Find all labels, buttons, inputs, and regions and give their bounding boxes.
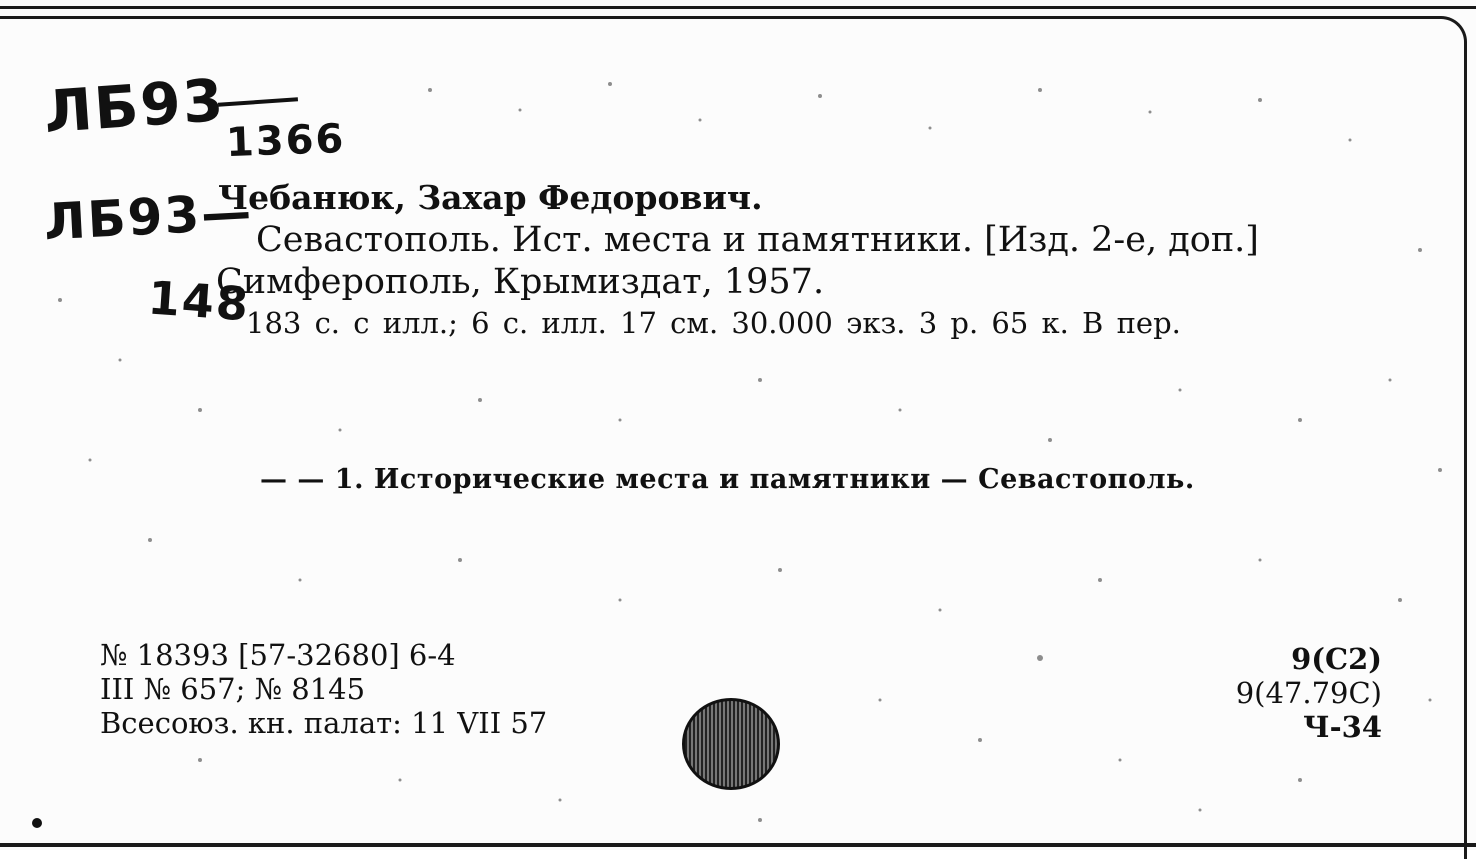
handwritten-shelf-mark-2-number: 148 bbox=[146, 270, 252, 332]
card-punch-hole bbox=[682, 698, 780, 790]
imprint: Симферополь, Крымиздат, 1957. bbox=[216, 262, 825, 302]
author-heading: Чебанюк, Захар Федорович. bbox=[218, 178, 763, 217]
registration-line-3: Всесоюз. кн. палат: 11 VII 57 bbox=[100, 706, 548, 740]
top-rule bbox=[0, 6, 1476, 9]
handwritten-shelf-mark-2: ЛБ93— bbox=[42, 182, 255, 252]
title-statement: Севастополь. Ист. места и памятники. [Изд. 2-е, доп.] bbox=[256, 220, 1259, 260]
classification-code-2: 9(47.79С) bbox=[1235, 676, 1382, 710]
subject-heading: — — 1. Исторические места и памятники — Севастополь. bbox=[260, 464, 1195, 495]
bottom-rule bbox=[0, 843, 1476, 847]
author-mark: Ч-34 bbox=[1303, 710, 1382, 744]
handwritten-shelf-mark-1: ЛБ93 bbox=[41, 65, 228, 147]
registration-line-2: III № 657; № 8145 bbox=[100, 672, 366, 706]
handwritten-shelf-mark-1-number: 1366 bbox=[225, 115, 347, 167]
collation: 183 с. с илл.; 6 с. илл. 17 см. 30.000 экз. 3 р. 65 к. В пер. bbox=[246, 306, 1181, 340]
classification-codes bbox=[1236, 642, 1382, 744]
classification-code-1: 9(С2) bbox=[1291, 642, 1382, 676]
registration-line-1: № 18393 [57-32680] 6-4 bbox=[100, 638, 456, 672]
registration-numbers bbox=[100, 638, 547, 740]
corner-mark bbox=[32, 818, 42, 828]
